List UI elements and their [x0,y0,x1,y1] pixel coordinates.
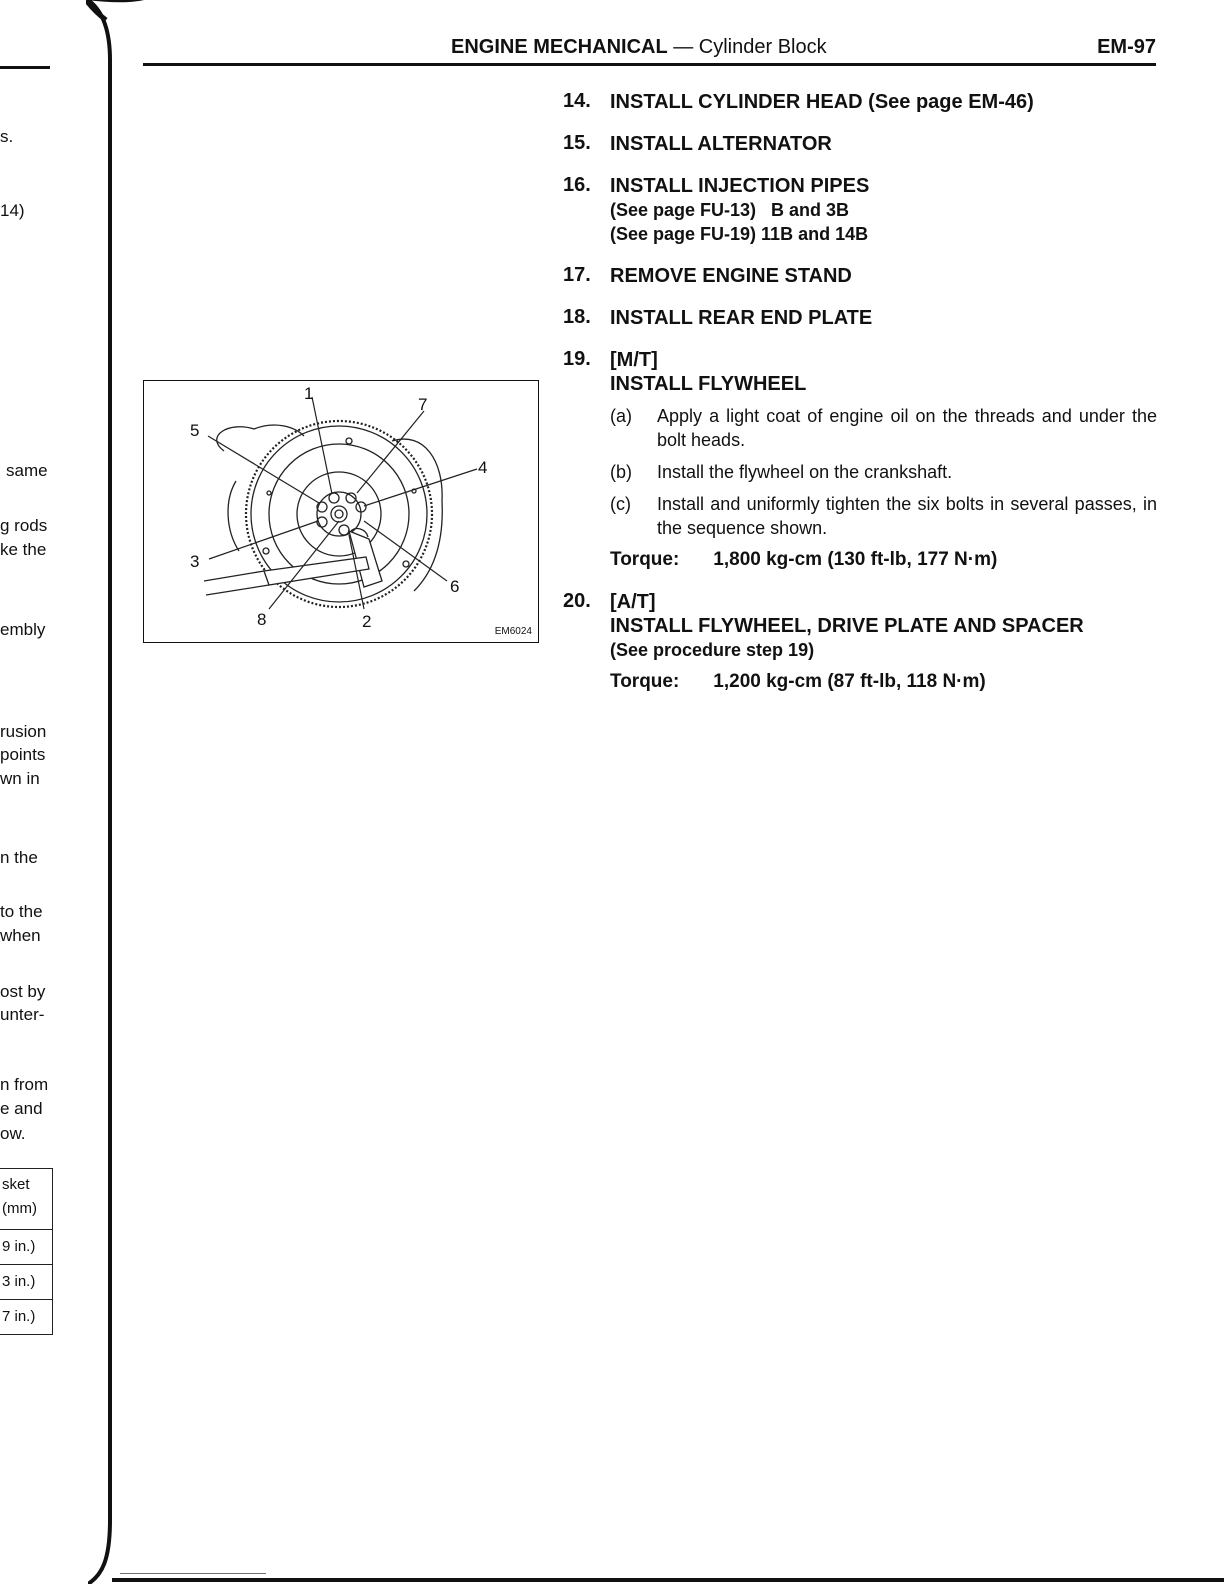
substep-label: (c) [610,494,631,514]
left-fragment: e and [0,1099,43,1118]
substep-text: Install the flywheel on the crankshaft. [657,462,953,482]
callout-2: 2 [362,612,372,631]
procedure-reference: (See procedure step 19) [610,640,815,660]
page-number: EM-97 [1097,36,1156,58]
left-table-cell: 9 in.) [0,1229,52,1264]
scan-artifact-line [120,1573,266,1574]
callout-6: 6 [450,577,460,596]
step-number: 17. [563,264,591,286]
left-fragment: s. [0,127,14,146]
substep-text: Apply a light coat of engine oil on the threads and under the bolt heads. [657,406,1157,450]
substep-text: Install and uniformly tighten the six bolts in several passes, in the sequence shown. [657,494,1157,538]
substep-a [610,404,1157,452]
step-tag: [M/T] [610,349,658,371]
step-15 [563,132,1157,156]
left-fragment: same [6,461,48,480]
procedure-steps [563,90,1157,712]
header-rule [143,63,1156,66]
header-title [451,36,827,59]
left-fragment: embly [0,620,46,639]
torque-spec [610,548,1157,572]
left-fragment: 14) [0,201,25,220]
step-title: INSTALL FLYWHEEL, DRIVE PLATE AND SPACER [610,615,1084,637]
section-title: ENGINE MECHANICAL [451,36,668,58]
step-number: 14. [563,90,591,112]
left-fragment: n from [0,1075,49,1094]
figure-code: EM6024 [494,626,532,637]
callout-8: 8 [257,610,267,629]
left-table-cell: sket (mm) [2,1176,37,1217]
step-number: 15. [563,132,591,154]
left-table-cell: 7 in.) [0,1299,52,1334]
left-fragment: ke the [0,540,47,559]
substep-label: (a) [610,406,632,426]
step-title: INSTALL CYLINDER HEAD (See page EM-46) [610,91,1034,113]
callout-7: 7 [418,395,428,414]
binding-corner [86,0,146,24]
substep-b [610,460,1157,484]
page-header [143,34,1156,64]
page-reference: (See page FU-19) 11B and 14B [610,224,869,244]
left-fragment: points [0,745,46,764]
left-page-rule [0,66,50,69]
left-fragment: g rods [0,516,48,535]
left-fragment: to the [0,902,43,921]
step-19 [563,348,1157,572]
step-tag: [A/T] [610,591,656,613]
torque-value: 1,200 kg-cm (87 ft-lb, 118 N·m) [713,671,986,692]
page-binding-edge [88,0,112,1584]
step-title: REMOVE ENGINE STAND [610,265,852,287]
left-fragment: ost by [0,982,46,1001]
step-title: INSTALL FLYWHEEL [610,373,807,395]
step-number: 19. [563,348,591,370]
left-fragment: rusion [0,722,47,741]
step-title: INSTALL REAR END PLATE [610,307,873,329]
left-fragment: unter- [0,1005,45,1024]
step-title: INSTALL INJECTION PIPES [610,175,870,197]
step-18 [563,306,1157,330]
torque-label: Torque: [610,549,680,570]
callout-5: 5 [190,421,200,440]
flywheel-bolt-sequence-figure [143,380,539,643]
torque-value: 1,800 kg-cm (130 ft-lb, 177 N·m) [713,549,998,570]
torque-label: Torque: [610,671,680,692]
page-bottom-edge [112,1578,1224,1582]
step-17 [563,264,1157,288]
left-fragment: when [0,926,41,945]
left-fragment: wn in [0,769,40,788]
subsection-title: — Cylinder Block [673,36,827,58]
left-table-cell: 3 in.) [0,1264,52,1299]
left-table-fragment [0,1168,53,1335]
callout-3: 3 [190,552,200,571]
left-fragment: n the [0,848,38,867]
substep-label: (b) [610,462,632,482]
substep-c [610,492,1157,540]
flywheel-illustration [144,381,538,642]
step-number: 20. [563,590,591,612]
torque-spec [610,670,1157,694]
step-20 [563,590,1157,694]
step-title: INSTALL ALTERNATOR [610,133,832,155]
callout-1: 1 [304,384,314,403]
step-number: 18. [563,306,591,328]
step-16 [563,174,1157,246]
page-reference: (See page FU-13) B and 3B [610,200,850,220]
step-14 [563,90,1157,114]
step-number: 16. [563,174,591,196]
left-fragment: ow. [0,1124,26,1143]
callout-4: 4 [478,458,488,477]
